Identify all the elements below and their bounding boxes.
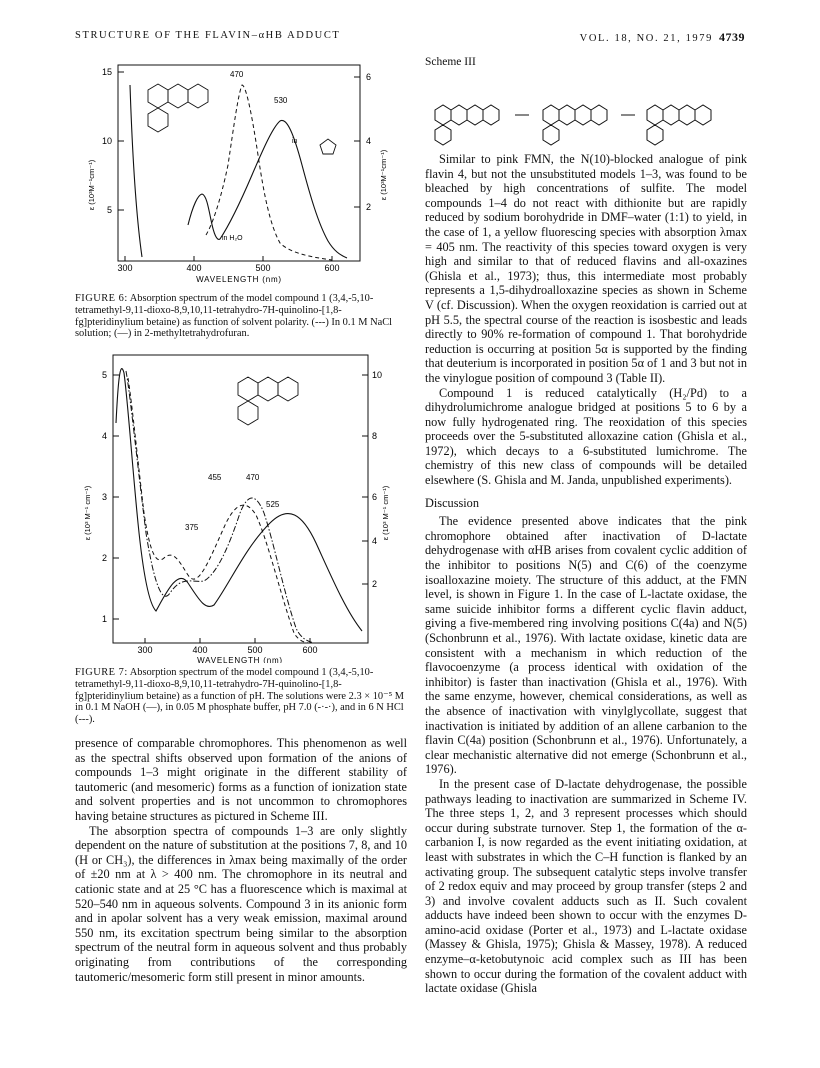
figure-6-caption [75,293,405,340]
paragraph: The absorption spectra of compounds 1–3 are only slightly dependent on the nature of substitution at the positions 7, 8, and 10 (H or CH₃), the differences in λmax being maximally of the order of ±20 nm at λ > 400 nm. The chromophore in its neutral and cationic state and at 25 °C has a fluorescence which is maximal at 520–540 nm in aqueous solvents. Compound 3 in its anionic form and in apolar solvent has a very weak emission, maximal around 550 nm, its excitation spectrum being similar to the absorption spectrum of the neutral form in aqueous solvent and thus probably originating from contributions of the corresponding tautomeric/mesomeric form still present in minor amounts. [75,823,407,984]
fig6-ytick-label-right: 6 [366,72,372,82]
fig6-ytick-label-right: 2 [366,202,372,212]
figure-7-caption-label: FIGURE 7: [75,667,128,678]
fig7-annotation: 470 [246,473,260,482]
fig7-ytick-label-right: 2 [372,579,378,589]
fig6-annotation: 530 [274,96,288,105]
fig7-series-hcl [128,378,310,643]
fig7-xtick-label: 300 [137,645,153,655]
fig7-annotation: 375 [185,523,199,532]
fig6-ytick-label: 10 [101,136,112,146]
figure-7 [70,343,400,663]
fig7-xtick-label: 400 [192,645,208,655]
fig6-series-solid [188,120,347,258]
paragraph: In the present case of D-lactate dehydrogenase, the possible pathways leading to inactivation are summarized in Scheme IV. The three steps 1, 2, and 3 represent processes which should occur during substrate turnover. Step 1, the formation of the α-carbanion I, is now regarded as the event initiating oxidation, at least with substrates in which the C–H function is flanked by an activating group. The subsequent catalytic steps involve transfer of 2 redox equiv and may proceed by group transfer (steps 2 and 3) and involve covalent adducts such as II. Such covalent adducts have indeed been shown to occur with the enzymes D-amino-acid oxidase (Porter et al., 1973) and L-lactate oxidase (Massey & Ghisla, 1975); Ghisla & Massey, 1978). A reduced enzyme–α-ketobutynoic acid complex such as III has been shown to occur during the formation of the covalent adduct with lactate oxidase (Ghisla [425,776,747,996]
fig7-ytick-label: 3 [101,492,107,502]
right-column-text [425,152,747,996]
figure-6-chart [70,55,400,285]
figure-6-caption-label: FIGURE 6: [75,293,128,304]
fig7-ytick-label-right: 4 [372,536,378,546]
fig7-ytick-label-right: 8 [372,431,378,441]
fig6-annotation: in H₂O [222,235,243,242]
fig6-ytick-label: 5 [106,205,112,215]
paragraph: Compound 1 is reduced catalytically (H₂/Pd) to a dihydrolumichrome analogue bridged at positions 5 to 6 by a now fully hydrogenated ring. The reoxidation of this species proceeds over the 5-substituted alloxazine cation (Ghisla et al., 1972), which decays to a 6-substituted lumichrome. The chemistry of this new class of compounds will be detailed elsewhere (S. Ghisla and M. Janda, unpublished experiments). [425,385,747,488]
scheme-3-title: Scheme III [425,56,476,68]
figure-7-caption [75,667,405,726]
fig7-ytick-label: 5 [101,370,107,380]
fig7-structure-drawing [238,377,298,425]
figure-6 [70,55,400,285]
fig7-frame [113,355,368,643]
figure-7-chart [70,343,400,663]
fig7-ylabel-right: ε (10³ M⁻¹ cm⁻¹) [381,485,390,541]
fig7-ytick-label: 1 [101,614,107,624]
fig6-xlabel: WAVELENGTH (nm) [196,275,282,284]
running-title: STRUCTURE OF THE FLAVIN–αHB ADDUCT [75,30,341,41]
fig6-ytick-label: 15 [101,67,112,77]
running-header [75,30,745,44]
fig7-annotation: 455 [208,473,222,482]
volume-info [580,30,745,45]
fig6-structure-drawing [148,84,336,154]
discussion-heading: Discussion [425,495,479,510]
fig6-series-solid-uv [130,85,142,257]
fig7-series-naoh [116,369,362,631]
paragraph: The evidence presented above indicates that the pink chromophore obtained after inactivation of D-lactate dehydrogenase with αHB arises from covalent cyclic addition of the inhibitor to positions N(5) and C(6) of the coenzyme isoalloxazine moiety. The structure of this adduct, at the FMN level, is shown in Figure 1. In the case of L-lactate oxidase, the same suicide inhibitor forms a different cyclic flavin adduct, giving a five-membered ring involving positions C(4a) and N(5) (Schonbrunn et al., 1976). With lactate oxidase, kinetic data are consistent with a mechanism in which reduction of the flavocoenzyme (a process identical with oxidation of the inhibitor) is faster than inactivation (Ghisla et al., 1976). With the same enzyme, however, chemical considerations, as well as the absence of inactivation with vinylglycollate, suggest that inactivation is initiated by addition of an allene carbanion to the flavin C(4a) position (Schonbrunn et al., 1976). Unfortunately, a clear mechanistic alternative did not emerge (Schonbrunn et al., 1976). [425,514,747,777]
fig7-xlabel: WAVELENGTH (nm) [197,656,283,663]
fig7-ytick-label-right: 10 [372,370,383,380]
fig7-ytick-label: 4 [101,431,107,441]
page-number: 4739 [719,30,745,44]
fig6-xtick-label: 300 [117,263,133,273]
volume-text: VOL. 18, NO. 21, 1979 [579,33,713,44]
fig6-ylabel-right: ε (10³M⁻¹cm⁻¹) [379,149,388,201]
left-column-text [75,736,407,984]
paragraph: Similar to pink FMN, the N(10)-blocked analogue of pink flavin 4, but not the unsubstituted models 1–3, was found to be bleached by high concentrations of sulfite. The model compounds 1–4 do not react with dithionite but are rapidly reduced by sodium borohydride in DMF–water (1:1) to yield, in the case of 1, a yellow fluorescing species with absorption λmax = 405 nm. The reactivity of this species toward oxygen is very high and similar to that of reduced flavins and all-oxazines (Ghisla et al., 1973); thus, this intermediate most probably represents a 1,5-dihydroalloxazine species as shown in Scheme V (cf. Discussion). When the oxygen reoxidation is carried out at pH 5.5, the spectral course of the reaction is isosbestic and leads directly to 90% re-formation of compound 1. That borohydride reduction is occurring at position 5α is supported by the finding that deuterium is incorporated in position 5α of 1 and 3 but not in the vinylogue position of compound 3 (Table II). [425,152,747,385]
fig7-ylabel-left: ε (10³ M⁻¹ cm⁻¹) [83,485,92,541]
fig6-ylabel-left: ε (10³M⁻¹cm⁻¹) [87,159,96,211]
fig6-annotation: in [292,138,298,145]
scheme-3-drawing [425,70,747,150]
fig6-xtick-label: 600 [324,263,340,273]
fig7-ytick-label: 2 [101,553,107,563]
fig6-series-dashed [206,85,332,260]
fig7-annotation: 525 [266,500,280,509]
fig6-annotation: 470 [230,70,244,79]
fig7-xtick-label: 500 [247,645,263,655]
fig6-xtick-label: 500 [255,263,271,273]
fig6-ytick-label-right: 4 [366,136,372,146]
scheme-3-structures [425,70,747,150]
figure-6-caption-text: Absorption spectrum of the model compound 1 (3,4,-5,10-tetramethyl-9,11-dioxo-8,9,10,11-tetrahydro-7H-quinolino-[1,8-fg]pteridinylium betaine) as function of solvent polarity. (---) In 0.1 M NaCl solution; (—) in 2-methyltetrahydrofuran. [75,293,393,340]
fig6-xtick-label: 400 [186,263,202,273]
paragraph: presence of comparable chromophores. This phenomenon as well as the spectral shifts observed upon formation of the anions of compounds 1–3 might originate in the different stability of tautomeric (and mesomeric) forms as a function of ionization state and solvent properties and is not uncommon to chromophores having betaine structures as pictured in Scheme III. [75,736,407,823]
fig7-ytick-label-right: 6 [372,492,378,502]
figure-7-caption-text: Absorption spectrum of the model compound 1 (3,4,-5,10-tetramethyl-9,11-dioxo-8,9,10,11-tetrahydro-7H-quinolino-[1,8-fg]pteridinylium betaine) as a function of pH. The solutions were 2.3 × 10⁻⁵ M in 0.1 M NaOH (—), in 0.05 M phosphate buffer, pH 7.0 (-·-·), and in 6 N HCl (---). [75,667,405,726]
fig7-xtick-label: 600 [302,645,318,655]
fig7-series-ph7 [126,371,314,643]
